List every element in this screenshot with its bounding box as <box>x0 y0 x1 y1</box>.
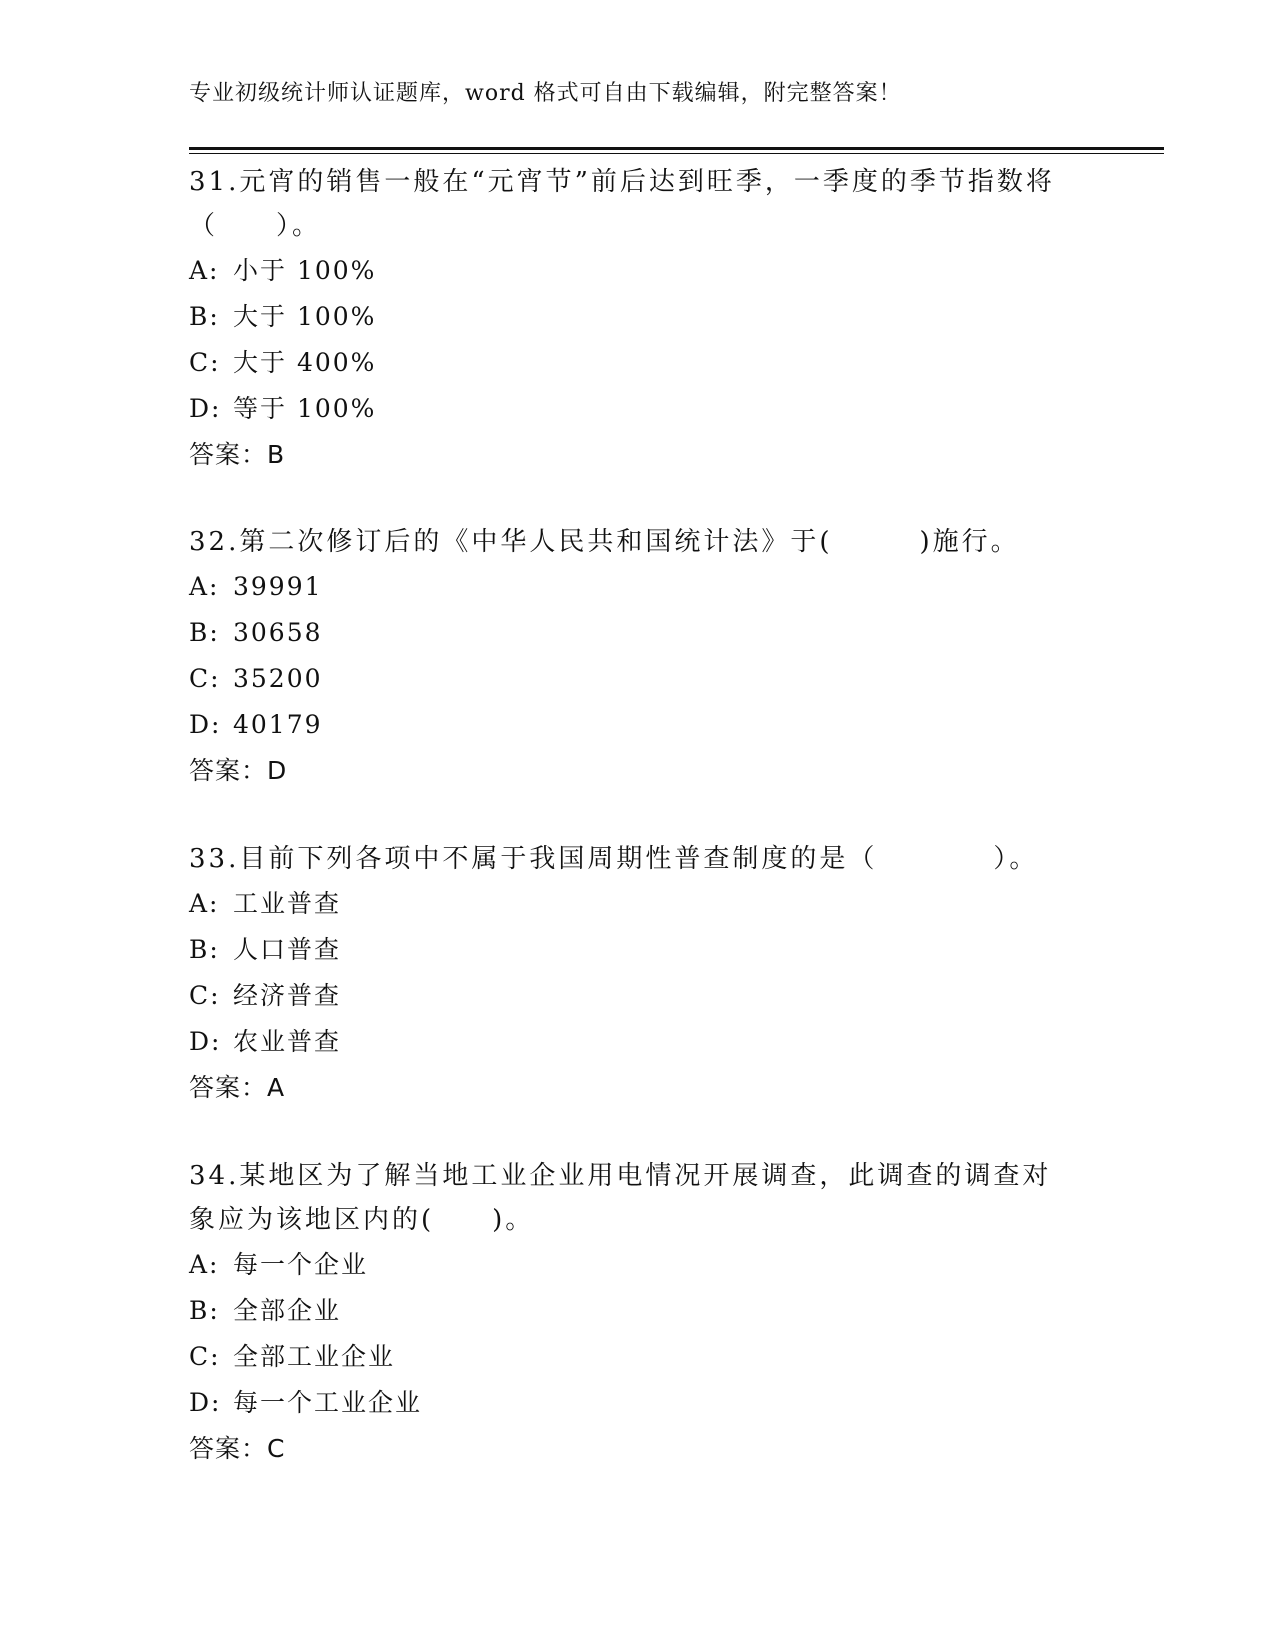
page-header: 专业初级统计师认证题库，word 格式可自由下载编辑，附完整答案！ <box>189 81 902 106</box>
question-33 <box>189 837 1089 1111</box>
option-letter: B: <box>189 302 220 331</box>
option-text: 39991 <box>233 572 323 601</box>
option-text: 30658 <box>233 618 323 647</box>
option-letter: A: <box>189 572 220 601</box>
option-text: 每一个企业 <box>233 1250 369 1279</box>
answer-line: 答案：B <box>189 440 286 469</box>
option-text: 全部企业 <box>233 1296 342 1325</box>
option-a <box>189 1242 1089 1288</box>
option-text: 农业普查 <box>233 1027 342 1056</box>
option-text: 大于 100% <box>233 302 377 331</box>
option-c <box>189 340 1089 386</box>
option-letter: A: <box>189 1250 220 1279</box>
option-b <box>189 610 1089 656</box>
option-d <box>189 386 1089 432</box>
option-letter: D: <box>189 710 222 739</box>
option-text: 小于 100% <box>233 256 377 285</box>
header-rule-thick <box>189 147 1164 150</box>
option-letter: B: <box>189 618 220 647</box>
option-letter: A: <box>189 889 220 918</box>
option-a <box>189 564 1089 610</box>
option-text: 等于 100% <box>233 394 377 423</box>
option-b <box>189 1288 1089 1334</box>
option-c <box>189 656 1089 702</box>
option-text: 35200 <box>233 664 323 693</box>
question-stem: 31.元宵的销售一般在“元宵节”前后达到旺季，一季度的季节指数将（ ）。 <box>189 167 1055 241</box>
answer-line: 答案：A <box>189 1073 286 1102</box>
header-rule-thin <box>189 153 1164 154</box>
option-letter: B: <box>189 935 220 964</box>
option-b <box>189 927 1089 973</box>
option-d <box>189 1019 1089 1065</box>
question-34 <box>189 1154 1089 1472</box>
option-d <box>189 702 1089 748</box>
option-text: 工业普查 <box>233 889 342 918</box>
option-a <box>189 248 1089 294</box>
option-letter: C: <box>189 664 221 693</box>
question-31 <box>189 160 1089 478</box>
option-letter: C: <box>189 1342 221 1371</box>
option-d <box>189 1380 1089 1426</box>
answer-line: 答案：C <box>189 1434 286 1463</box>
option-letter: A: <box>189 256 220 285</box>
question-32 <box>189 520 1089 794</box>
option-text: 经济普查 <box>233 981 342 1010</box>
option-c <box>189 973 1089 1019</box>
option-letter: C: <box>189 348 221 377</box>
option-letter: D: <box>189 1027 222 1056</box>
option-letter: D: <box>189 1388 222 1417</box>
option-letter: C: <box>189 981 221 1010</box>
question-stem: 32.第二次修订后的《中华人民共和国统计法》于( )施行。 <box>189 527 1020 557</box>
option-text: 大于 400% <box>233 348 377 377</box>
question-stem: 34.某地区为了解当地工业企业用电情况开展调查，此调查的调查对象应为该地区内的( )。 <box>189 1161 1052 1235</box>
option-text: 40179 <box>233 710 323 739</box>
option-letter: B: <box>189 1296 220 1325</box>
option-text: 每一个工业企业 <box>233 1388 423 1417</box>
option-text: 人口普查 <box>233 935 342 964</box>
answer-line: 答案：D <box>189 756 288 785</box>
question-stem: 33.目前下列各项中不属于我国周期性普查制度的是（ ）。 <box>189 844 1039 874</box>
option-letter: D: <box>189 394 222 423</box>
option-text: 全部工业企业 <box>233 1342 396 1371</box>
option-c <box>189 1334 1089 1380</box>
option-a <box>189 881 1089 927</box>
option-b <box>189 294 1089 340</box>
